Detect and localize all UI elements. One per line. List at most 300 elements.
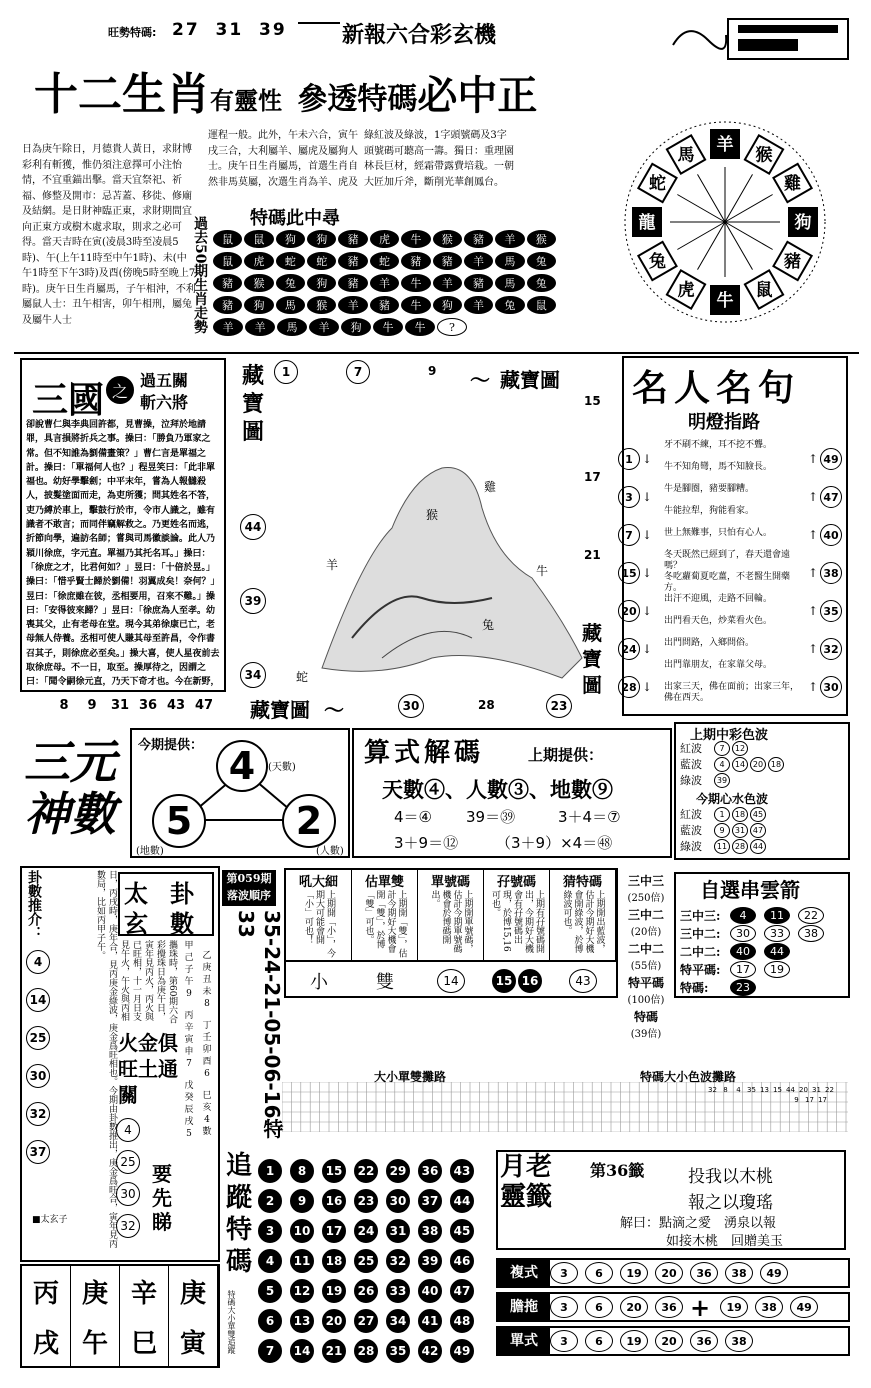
trend-title-1: 大小單雙攤路 xyxy=(374,1070,447,1084)
guess-text: 上期有孖號碼開出，今期好大機會有孖號碼出現，於博15,16可也。 xyxy=(490,890,544,953)
wave-row xyxy=(680,756,786,772)
zodiac-title: 十二生肖有靈性 參透特碼必中正 xyxy=(34,69,538,120)
zodiac-cell: 豬 xyxy=(338,252,367,270)
zodiac-col1: 日為庚午除日，月德貴人黃日，求財博彩利有斬獲，惟仍須注意擇可小注怡情，不宜重錨出擊。當天宜祭祀、祈福、修整及開市：忌苫蓋、移徙、修廟及結網。是日財神臨正東，求財期間宜向正東方或樹木處求取，則求之必可得。當天吉時在寅(凌晨3時至凌晨5時)、午(上午11時至中午1時)、未(中午1時至下午3時)及酉(傍晚5時至晚上7時)。庚午日生肖屬馬，子午相沖，不利屬鼠人士：丑午相害，卯午相刑，屬兔及屬牛人士 xyxy=(22,144,196,326)
wheel-spoke xyxy=(698,222,726,270)
zodiac-grid-row xyxy=(212,272,557,294)
track-number: 32 xyxy=(386,1249,410,1273)
odds-rate: (20倍) xyxy=(630,927,662,938)
bet-row xyxy=(496,1258,850,1288)
guess-answers xyxy=(286,964,616,998)
quote-left-item xyxy=(618,440,656,478)
quote-line: 出汗不迎風，走路不回輪。 xyxy=(664,594,773,604)
guess-answer-cell xyxy=(418,964,484,998)
quote-line: 牙不刷不練，耳不挖不聾。 xyxy=(664,440,773,450)
wave-number: 7 xyxy=(714,741,730,756)
gua-stems xyxy=(180,940,220,1140)
selfpick-rows xyxy=(680,906,850,996)
track-number: 25 xyxy=(354,1249,378,1273)
wheel-spoke xyxy=(725,195,773,223)
guess-text: 上期開「雙」，估計今期好大機會開「雙」，於博「雙」可也。 xyxy=(363,890,407,958)
treasure-animal: 羊 xyxy=(326,558,339,572)
quote-right-item xyxy=(808,478,848,516)
wave-number: 47 xyxy=(750,823,766,838)
zodiac-cell: 牛 xyxy=(405,318,435,336)
selfpick-number: 40 xyxy=(730,943,756,960)
quote-line: 牛能拉犁，狗能看家。 xyxy=(664,506,755,516)
gua-stem: 6 xyxy=(204,1069,210,1079)
guess-answer: 14 xyxy=(437,969,465,993)
gua-stem: 數 xyxy=(202,1127,212,1137)
guess-cols xyxy=(286,870,616,960)
bet-number: 36 xyxy=(655,1296,683,1318)
quote-right-item xyxy=(808,516,848,554)
bet-number: 6 xyxy=(585,1330,613,1352)
zodiac-col2: 運程一般。此外，午未六合，寅午戌三合，大利屬羊、屬虎及屬狗人士。庚午日生肖屬馬，首選生肖自然非馬莫屬，次選生肖為羊、虎及 xyxy=(208,130,358,188)
arrow-icon: ↑ xyxy=(808,680,819,694)
trend-number: 9 xyxy=(794,1096,799,1104)
wheel-animal: 羊 xyxy=(716,135,734,155)
arrow-icon: ↓ xyxy=(642,566,653,580)
lingqian-poem: 投我以木桃 xyxy=(688,1167,773,1187)
quote-left-item xyxy=(618,592,656,630)
sanguo-number: 31 xyxy=(110,698,130,713)
bet-number: 19 xyxy=(620,1330,648,1352)
gua-stem: 庚 xyxy=(202,963,212,973)
zodiac-cell: 馬 xyxy=(276,296,305,314)
zodiac-cell: 馬 xyxy=(495,252,524,270)
gua-bottom-char: 午 xyxy=(71,1316,120,1366)
waves-now xyxy=(680,806,768,854)
selfpick-number: 44 xyxy=(764,943,790,960)
bet-number: 6 xyxy=(585,1262,613,1284)
wave-row xyxy=(680,740,786,756)
wheel-animal: 雞 xyxy=(784,174,802,194)
track-number: 16 xyxy=(322,1189,346,1213)
gua-bottom-char: 巳 xyxy=(120,1316,169,1366)
track-row xyxy=(258,1336,490,1366)
wave-row xyxy=(680,838,768,854)
odds-rate: (55倍) xyxy=(630,961,662,972)
track-number: 42 xyxy=(418,1339,442,1363)
track-number: 22 xyxy=(354,1159,378,1183)
treasure-label-bottom: 藏寶圖 xyxy=(250,698,310,722)
quote-line: 冬吃蘿蔔夏吃薑，不老醫生開藥方。 xyxy=(664,572,791,593)
gua-sign: ■太玄子 xyxy=(32,1215,68,1225)
treasure-animal: 猴 xyxy=(426,508,439,522)
waves-last xyxy=(680,740,786,788)
zodiac-cell: 羊 xyxy=(495,230,524,248)
guess-answer-number: 15 xyxy=(492,969,516,993)
track-number: 48 xyxy=(450,1309,474,1333)
sanyuan-title: 三元 神數 xyxy=(24,735,116,841)
bet-name: 複式 xyxy=(498,1260,550,1286)
selfpick-row xyxy=(680,978,850,996)
track-number: 30 xyxy=(386,1189,410,1213)
gua-title: 數 xyxy=(170,909,194,938)
hot-numbers: 27 31 39 xyxy=(172,20,287,40)
zodiac-cell: 羊 xyxy=(464,252,493,270)
track-label: 追蹤特碼 xyxy=(226,1151,253,1277)
gua-title: 卦 xyxy=(170,879,194,908)
gua-bottom-chars xyxy=(22,1266,218,1366)
treasure-num: 15 xyxy=(584,394,601,408)
track-number: 7 xyxy=(258,1339,282,1363)
zodiac-cell: 鼠 xyxy=(244,230,273,248)
track-number: 13 xyxy=(290,1309,314,1333)
bet-number: 36 xyxy=(690,1330,718,1352)
wave-number: 11 xyxy=(714,839,730,854)
guess-text: 上期開單號碼，估計今期單號碼機會於博碼開出。 xyxy=(429,890,473,953)
quote-line: 牛不知角彎，馬不知臉長。 xyxy=(664,462,773,472)
selfpick-name: 二中二: xyxy=(680,944,721,959)
gua-big-number: 4 xyxy=(116,1118,140,1142)
selfpick-name: 特平碼: xyxy=(680,962,721,977)
trend-number: 17 xyxy=(818,1096,827,1104)
guess-answer-number: 16 xyxy=(518,969,542,993)
wave-row xyxy=(680,772,786,788)
track-number: 37 xyxy=(418,1189,442,1213)
track-number: 4 xyxy=(258,1249,282,1273)
wave-number: 4 xyxy=(714,757,730,772)
zodiac-cell: 兔 xyxy=(276,274,305,292)
treasure-num: 44 xyxy=(240,514,266,540)
track-number: 10 xyxy=(290,1219,314,1243)
treasure-label-right: 藏寶圖 xyxy=(582,621,602,697)
sanyuan-left: 5 xyxy=(152,794,206,848)
lingqian-poem: 報之以瓊瑤 xyxy=(688,1193,773,1213)
treasure-num: 17 xyxy=(584,470,601,484)
arrow-icon: ↑ xyxy=(808,604,819,618)
quote-line: 出門看天色，炒菜看火色。 xyxy=(664,616,773,626)
bet-name: 膽拖 xyxy=(498,1294,550,1320)
treasure-num: 7 xyxy=(346,360,370,384)
odds-rate: (100倍) xyxy=(627,995,665,1006)
wave-number: 28 xyxy=(732,839,748,854)
zodiac-cell: 狗 xyxy=(244,296,273,314)
gua-side-number: 32 xyxy=(26,1102,50,1126)
zodiac-cell: 羊 xyxy=(464,296,493,314)
zodiac-cell: 羊 xyxy=(245,318,275,336)
bet-name: 單式 xyxy=(498,1328,550,1354)
treasure-wave-top: 〜 xyxy=(470,368,490,392)
track-number: 34 xyxy=(386,1309,410,1333)
gua-title: 太 xyxy=(124,879,148,908)
track-number: 29 xyxy=(386,1159,410,1183)
gua-stem-col xyxy=(198,1090,216,1140)
gua-big-number: 30 xyxy=(116,1182,140,1206)
zodiac-cell: 鼠 xyxy=(213,230,242,248)
gua-stem-col xyxy=(180,1010,198,1080)
quote-left-item xyxy=(618,554,656,592)
zodiac-cell: 馬 xyxy=(277,318,307,336)
selfpick-number: 17 xyxy=(730,961,756,978)
bet-number: 20 xyxy=(655,1330,683,1352)
bet-number: 38 xyxy=(725,1330,753,1352)
odds-name: 二中二 xyxy=(627,942,664,956)
sanguo-text: 卻說曹仁與李典回許都，見曹操，泣拜於地請罪，具言損將折兵之事。操曰：「勝負乃軍家之常。但不知誰為劉備畫策？」曹仁言是單福之計。操曰：「單福何人也？」程昱笑曰：「此非單福也。幼好學擊劍；中平末年，嘗為人報讎殺人，披髮塗面而走，為吏所獲；問其姓名不答，吏乃縛於車上，擊鼓行於市，令市人識之，雖有識者不敢言；而同伴竊解救之。乃更姓名而逃，折節向學，遍訪名師；嘗與司馬徽談論。此人乃潁川徐庶，字元直。單福乃其托名耳。」操曰：「徐庶之才，比君何如？」昱曰：「十倍於昱。」操曰：「惜乎賢士歸於劉備！羽翼成矣！奈何？」昱曰：「徐庶雖在彼，丞相要用，召來不難。」操曰：「安得彼來歸？」昱曰：「徐庶為人至孝。幼喪其父，止有老母在堂。現今其弟徐康已亡，老母無人侍養。丞相可使人賺其母至許昌，令作書召其子，則徐庶必至矣。」操大喜，使人星夜前去取徐庶母。不一日，取至。操厚待之，因謂之曰：「聞令嗣徐元直，乃天下奇才也。今在新野， xyxy=(26,420,220,688)
gua-side-number: 4 xyxy=(26,950,50,974)
gua-stem: 丑 xyxy=(202,975,212,985)
treasure-wave-bottom: 〜 xyxy=(324,698,344,722)
gua-bottom-char: 丙 xyxy=(22,1266,71,1316)
sanguo-number: 36 xyxy=(138,698,158,713)
guess-answer: 小 xyxy=(310,972,328,993)
gua-stem: 未 xyxy=(202,987,212,997)
brand-logo xyxy=(668,15,858,65)
waves-now-title: 今期心水色波 xyxy=(696,792,769,806)
bet-number: 19 xyxy=(720,1296,748,1318)
zodiac-cell: 虎 xyxy=(244,252,273,270)
gua-stem: 亥 xyxy=(202,1103,212,1113)
gua-stem: 酉 xyxy=(202,1057,212,1067)
sanguo-number: 8 xyxy=(59,698,69,713)
selfpick-title: 自選串雲箭 xyxy=(700,878,800,902)
track-number: 15 xyxy=(322,1159,346,1183)
track-number: 12 xyxy=(290,1279,314,1303)
wave-number: 1 xyxy=(714,807,730,822)
quotes-right-numbers xyxy=(808,440,848,706)
trend-number: 32 xyxy=(708,1086,717,1094)
gua-stem: 辰 xyxy=(184,1105,194,1115)
quote-right-number: 32 xyxy=(820,638,842,660)
track-number: 27 xyxy=(354,1309,378,1333)
wheel-animal: 馬 xyxy=(677,145,695,166)
wheel-animal: 鼠 xyxy=(755,280,773,301)
track-row xyxy=(258,1156,490,1186)
quote-line: 牛是腳圈，豬要腳糟。 xyxy=(664,484,755,494)
quote-left-number: 24 xyxy=(618,638,640,660)
track-number: 23 xyxy=(354,1189,378,1213)
lingqian-title: 月老 靈籤 xyxy=(500,1152,553,1212)
gua-stem: 午 xyxy=(184,977,194,987)
track-number: 45 xyxy=(450,1219,474,1243)
guess-answer-cell xyxy=(550,964,616,998)
gua-side-number: 25 xyxy=(26,1026,50,1050)
gua-side-text: 日，丙戌時，庚年合，見丙庚金綠波，庚金爲旺相也。今期由卦數推出，庚金爲旺合，寅年見丙數局，比如丙甲子午。 xyxy=(95,870,117,1248)
wave-row xyxy=(680,822,768,838)
trend-number: 15 xyxy=(773,1086,782,1094)
track-number: 39 xyxy=(418,1249,442,1273)
zodiac-cell: 牛 xyxy=(373,318,403,336)
selfpick-number: 4 xyxy=(730,907,756,924)
quote-right-number: 38 xyxy=(820,562,842,584)
odds-name: 三中二 xyxy=(627,908,664,922)
guess-answer-cell xyxy=(352,964,418,998)
gua-side-numbers xyxy=(26,950,52,1178)
guess-col xyxy=(352,870,418,960)
gua-stem: 8 xyxy=(204,999,210,1009)
wheel-animal: 豬 xyxy=(784,252,802,272)
gua-stem: 5 xyxy=(186,1129,192,1139)
gua-stem: 甲 xyxy=(184,941,194,951)
sanyuan-left-tag: (地數) xyxy=(136,846,164,857)
guess-col xyxy=(484,870,550,960)
wave-number: 44 xyxy=(750,839,766,854)
arrow-icon: ↑ xyxy=(808,490,819,504)
zodiac-grid-row xyxy=(212,294,557,316)
treasure-num: 34 xyxy=(240,662,266,688)
bet-number: 20 xyxy=(655,1262,683,1284)
waves-last-title: 上期中彩色波 xyxy=(690,728,769,743)
quote-right-item xyxy=(808,440,848,478)
odds-rate: (250倍) xyxy=(627,893,665,904)
trend-number: 31 xyxy=(812,1086,821,1094)
wheel-animal: 龍 xyxy=(638,213,656,233)
guess-title: 單號碼 xyxy=(430,875,470,890)
wave-number: 39 xyxy=(714,773,730,788)
wave-name: 綠波 xyxy=(680,840,702,853)
bet-number: 49 xyxy=(760,1262,788,1284)
gua-bottom-char: 寅 xyxy=(169,1316,218,1366)
bet-row xyxy=(496,1292,850,1322)
gua-big-number: 25 xyxy=(116,1150,140,1174)
track-number: 36 xyxy=(418,1159,442,1183)
track-number: 21 xyxy=(322,1339,346,1363)
zodiac-grid-row xyxy=(212,250,557,272)
selfpick-row xyxy=(680,924,850,942)
bet-number: 3 xyxy=(550,1330,578,1352)
suanshi-eq: 39＝㊴ xyxy=(466,808,516,826)
sanyuan-provide: 今期提供： xyxy=(138,738,204,753)
gua-stem: 4 xyxy=(204,1115,210,1125)
zodiac-cell: 豬 xyxy=(338,230,367,248)
gua-side-number: 14 xyxy=(26,988,50,1012)
track-row xyxy=(258,1216,490,1246)
guess-answer-cell xyxy=(286,964,352,998)
zodiac-cell: ? xyxy=(437,318,467,336)
track-number: 3 xyxy=(258,1219,282,1243)
guess-col xyxy=(286,870,352,960)
zodiac-cell: 羊 xyxy=(213,318,243,336)
gua-stem: 申 xyxy=(184,1047,194,1057)
zodiac-cell: 猴 xyxy=(433,230,462,248)
bet-number: 38 xyxy=(725,1262,753,1284)
zodiac-cell: 羊 xyxy=(338,296,367,314)
trend-number: 22 xyxy=(825,1086,834,1094)
track-number: 41 xyxy=(418,1309,442,1333)
zodiac-cell: 牛 xyxy=(401,230,430,248)
bets-list xyxy=(496,1258,850,1360)
lingqian-no: 第36籤 xyxy=(590,1161,645,1180)
quote-right-number: 35 xyxy=(820,600,842,622)
gua-big-tail: 要先睇 xyxy=(152,1162,172,1234)
selfpick-number: 30 xyxy=(730,925,756,942)
guess-col xyxy=(418,870,484,960)
zodiac-cell: 狗 xyxy=(341,318,371,336)
track-number: 24 xyxy=(354,1219,378,1243)
selfpick-name: 特碼: xyxy=(680,980,709,995)
quote-right-item xyxy=(808,668,848,706)
quote-left-item xyxy=(618,516,656,554)
track-number: 14 xyxy=(290,1339,314,1363)
track-number: 2 xyxy=(258,1189,282,1213)
track-number: 33 xyxy=(386,1279,410,1303)
gua-stem: 辛 xyxy=(184,1023,194,1033)
zodiac-cell: 羊 xyxy=(370,274,399,292)
track-row xyxy=(258,1246,490,1276)
arrow-icon: ↑ xyxy=(808,452,819,466)
suanshi-last: 上期提供： xyxy=(528,746,604,764)
quote-left-number: 7 xyxy=(618,524,640,546)
wave-name: 藍波 xyxy=(680,824,702,837)
gua-stem: 丙 xyxy=(184,1011,194,1021)
guess-title: 孖號碼 xyxy=(496,875,536,890)
quote-right-item xyxy=(808,592,848,630)
gua-stem: 乙 xyxy=(202,951,212,961)
treasure-animal: 牛 xyxy=(536,564,549,578)
trend-number: 20 xyxy=(799,1086,808,1094)
arrow-icon: ↑ xyxy=(808,566,819,580)
gua-stem: 丁 xyxy=(202,1021,212,1031)
quote-right-number: 47 xyxy=(820,486,842,508)
gua-stem: 己 xyxy=(184,953,194,963)
quote-right-number: 49 xyxy=(820,448,842,470)
treasure-num: 30 xyxy=(398,694,424,718)
sanguo-number: 43 xyxy=(166,698,186,713)
quote-left-number: 3 xyxy=(618,486,640,508)
sanyuan-right-tag: (人數) xyxy=(316,846,344,857)
wave-row xyxy=(680,806,768,822)
arrow-icon: ↓ xyxy=(642,642,653,656)
zodiac-cell: 羊 xyxy=(309,318,339,336)
quote-line: 世上無難事，只怕有心人。 xyxy=(664,528,773,538)
gua-title: 玄 xyxy=(124,909,148,938)
sanyuan-right: 2 xyxy=(282,794,336,848)
guess-col xyxy=(550,870,616,960)
odds-name: 特平碼 xyxy=(627,976,664,990)
bet-number: 6 xyxy=(585,1296,613,1318)
trend-number: 4 xyxy=(736,1086,741,1094)
trend-number: 17 xyxy=(805,1096,814,1104)
trend-number: 35 xyxy=(747,1086,756,1094)
selfpick-number: 22 xyxy=(798,907,824,924)
gua-stem: 子 xyxy=(184,965,194,975)
zodiac-cell: 豬 xyxy=(338,274,367,292)
order-sequence: 35-24-21-05-06-16特33 xyxy=(234,910,284,1139)
order-header: 第059期 落波順序 xyxy=(222,870,276,906)
track-number: 26 xyxy=(354,1279,378,1303)
brand-title: 新報六合彩玄機 xyxy=(342,22,497,48)
arrow-icon: ↓ xyxy=(642,528,653,542)
arrow-icon: ↓ xyxy=(642,604,653,618)
zodiac-cell: 牛 xyxy=(401,296,430,314)
gua-stem: 戌 xyxy=(184,1117,194,1127)
gua-stem: 9 xyxy=(186,989,192,999)
arrow-icon: ↑ xyxy=(808,528,819,542)
wheel-spoke xyxy=(725,222,773,250)
quotes-subtitle: 明燈指路 xyxy=(688,412,760,433)
track-number: 20 xyxy=(322,1309,346,1333)
quote-right-number: 30 xyxy=(820,676,842,698)
trend-number: 13 xyxy=(760,1086,769,1094)
zodiac-cell: 兔 xyxy=(527,274,556,292)
special-title: 特碼此中尋 xyxy=(250,208,340,229)
zodiac-cell: 豬 xyxy=(464,230,493,248)
wave-number: 14 xyxy=(732,757,748,772)
wave-number: 31 xyxy=(732,823,748,838)
arrow-icon: ↑ xyxy=(808,642,819,656)
zodiac-cell: 虎 xyxy=(370,230,399,248)
gua-bottom-char: 庚 xyxy=(169,1266,218,1316)
zodiac-cell: 牛 xyxy=(401,274,430,292)
gua-big-text: 火金俱旺土通關 xyxy=(118,1031,178,1107)
odds-name: 三中三 xyxy=(627,874,664,888)
gua-stem-col xyxy=(180,1080,198,1140)
zodiac-cell: 狗 xyxy=(276,230,305,248)
guess-title: 猜特碼 xyxy=(562,875,602,890)
treasure-num: 23 xyxy=(546,694,572,718)
